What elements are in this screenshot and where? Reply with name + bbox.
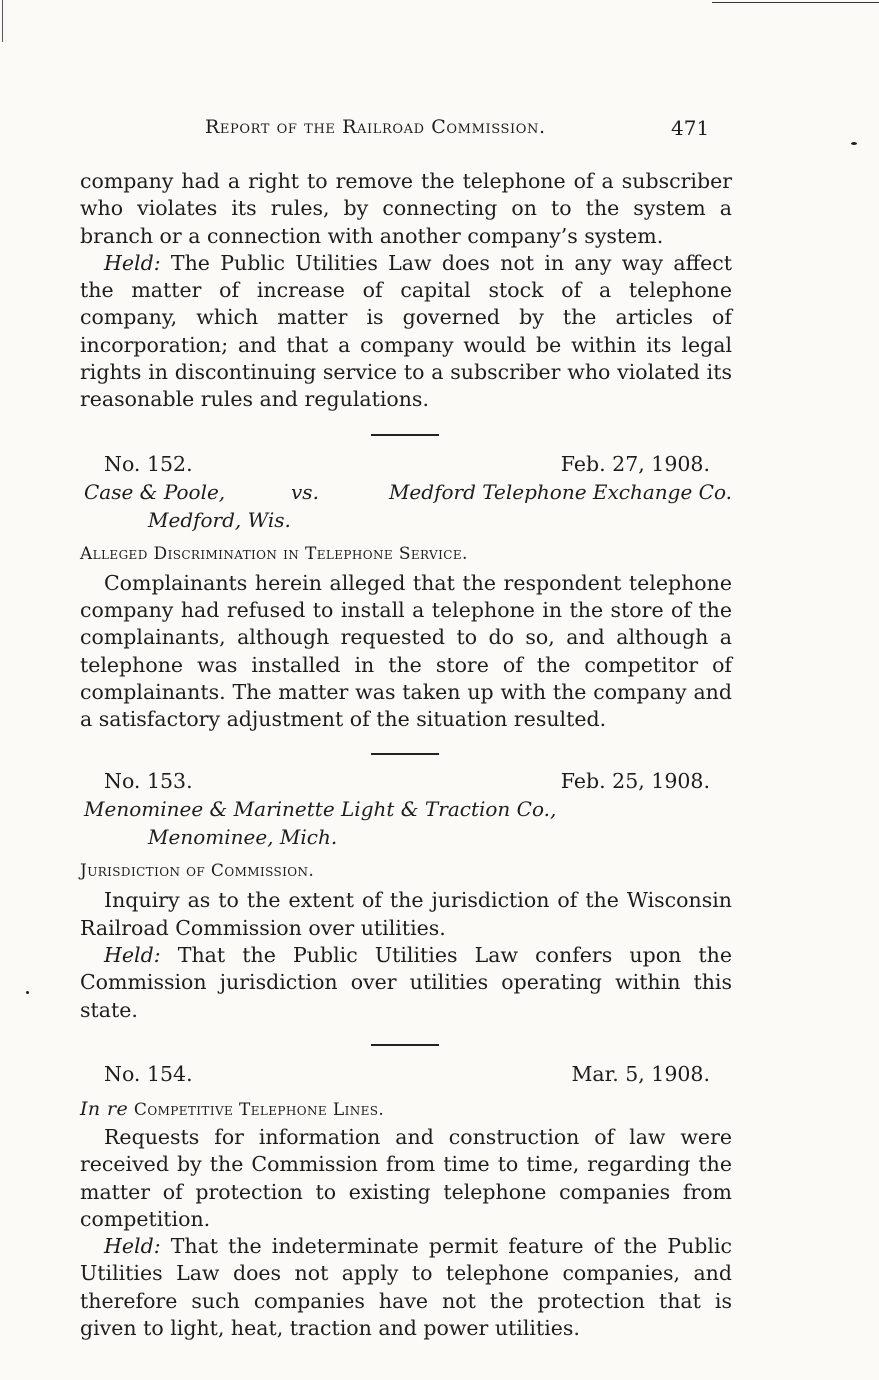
case-parties — [80, 480, 732, 508]
held-text: The Public Utilities Law does not in any way affect the matter of increase of capital stock of a telephone company, which matter is governed by the articles of incorporation; and that a company would be within its legal rights in discontinuing service to a subscriber who violated its reasonable rules and regulations. — [80, 250, 732, 412]
case-date: Mar. 5, 1908. — [571, 1061, 710, 1086]
case-heading — [80, 452, 732, 480]
complainant: Case & Poole, — [84, 479, 226, 504]
page-body — [80, 168, 732, 1342]
case-location: Menominee, Mich. — [148, 825, 338, 850]
case-location: Medford, Wis. — [148, 507, 291, 532]
section-divider — [371, 753, 439, 755]
running-title: Report of the Railroad Commission. — [205, 116, 546, 138]
in-re-prefix: In re — [80, 1097, 129, 1120]
held-paragraph — [80, 1233, 732, 1342]
case-153 — [80, 769, 732, 1023]
held-paragraph — [80, 942, 732, 1024]
page-number: 471 — [671, 116, 710, 140]
continuation-paragraph: company had a right to remove the telephone of a subscriber who violates its rules, by connecting on to the system a branch or a connection with another company’s system. — [80, 169, 732, 248]
case-body: Requests for information and construction of law were received by the Commission from time to time, regarding the matter of protection to existing telephone companies from competition. — [80, 1124, 732, 1231]
case-date: Feb. 25, 1908. — [560, 769, 710, 794]
page-header — [0, 116, 879, 146]
held-text: That the indeterminate permit feature of the Public Utilities Law does not apply to telephone companies, and therefore such companies have not the protection that is given to light, heat, traction and power utilities. — [80, 1234, 732, 1341]
page-top-rule — [712, 2, 879, 3]
case-heading — [80, 769, 732, 797]
held-paragraph — [80, 250, 732, 414]
case-number: No. 152. — [104, 451, 193, 476]
held-text: That the Public Utilities Law confers upon the Commission jurisdiction over utilities operating within this state. — [80, 943, 732, 1022]
held-label: Held: — [104, 250, 161, 275]
page-left-edge — [2, 0, 3, 42]
case-heading — [80, 1062, 732, 1090]
complainant: Menominee & Marinette Light & Traction Co., — [84, 797, 557, 822]
case-body: Complainants herein alleged that the respondent telephone company had refused to install a telephone in the store of the complainants, although requested to do so, and although a telephone was installed in the store of the competitor of complainants. The matter was taken up with the company and a satisfactory adjustment of the situation resulted. — [80, 570, 732, 732]
case-number: No. 153. — [104, 769, 193, 794]
case-subject — [80, 1098, 732, 1122]
held-label: Held: — [104, 943, 161, 968]
held-label: Held: — [104, 1234, 161, 1259]
versus: vs. — [291, 479, 319, 504]
case-154 — [80, 1062, 732, 1342]
section-divider — [371, 434, 439, 436]
section-divider — [371, 1044, 439, 1046]
case-date: Feb. 27, 1908. — [560, 451, 710, 476]
case-subject: Jurisdiction of Commission. — [80, 861, 315, 882]
respondent: Medford Telephone Exchange Co. — [388, 479, 732, 504]
scan-speck — [26, 991, 29, 994]
case-parties — [80, 797, 732, 825]
case-subject-text: Competitive Telephone Lines. — [133, 1099, 385, 1120]
case-body: Inquiry as to the extent of the jurisdiction of the Wisconsin Railroad Commission over utilities. — [80, 888, 732, 940]
case-number: No. 154. — [104, 1061, 193, 1086]
case-152 — [80, 452, 732, 734]
case-subject: Alleged Discrimination in Telephone Service. — [80, 543, 468, 564]
